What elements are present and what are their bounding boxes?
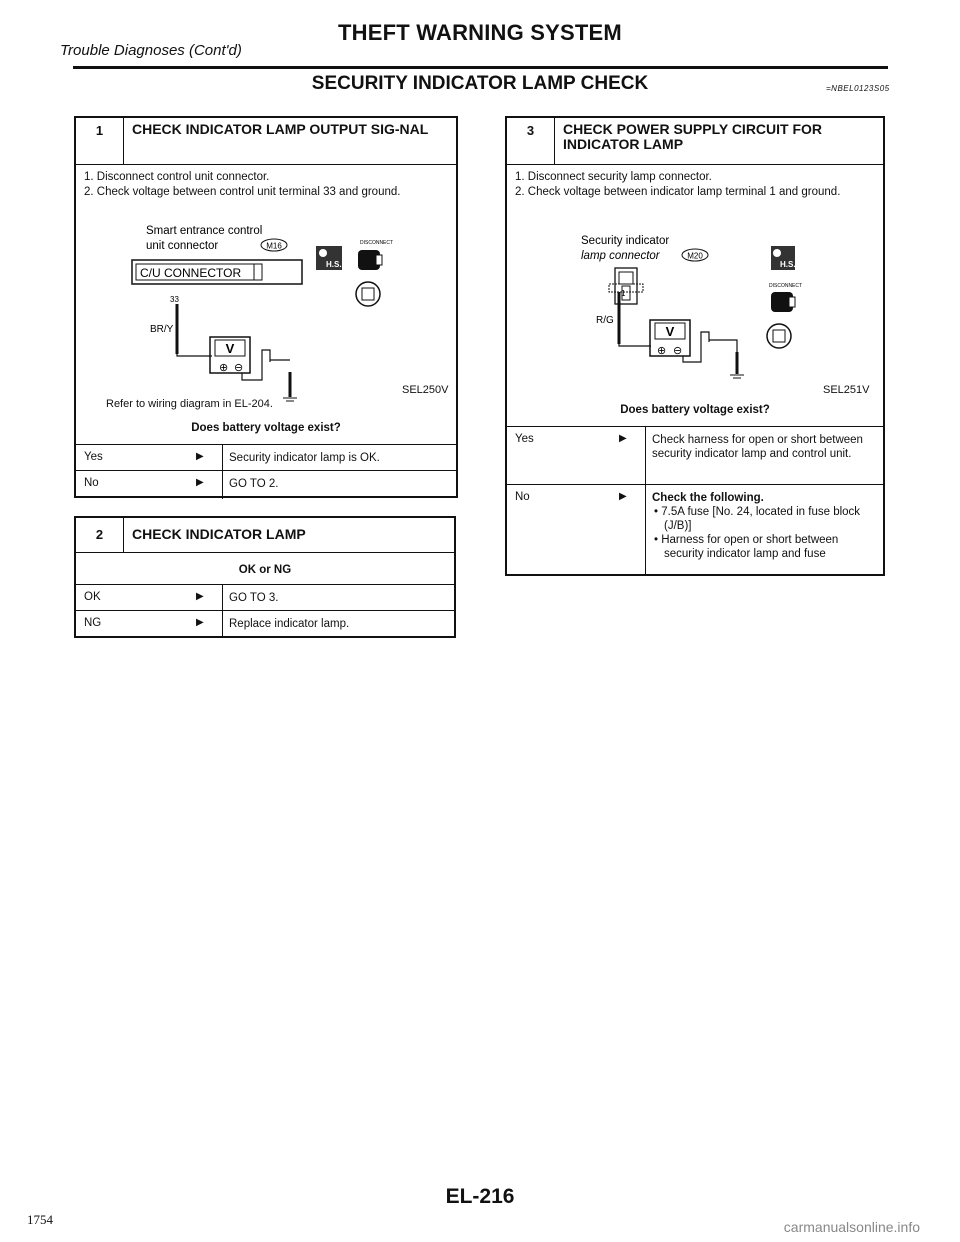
check-item-text: Harness for open or short between security indicator lamp and fuse bbox=[661, 534, 839, 560]
question: Does battery voltage exist? bbox=[191, 422, 341, 434]
instruction-item: 1. Disconnect control unit connector. bbox=[84, 171, 270, 183]
svg-text:⊖: ⊖ bbox=[234, 362, 244, 374]
hs-icon: H.S. bbox=[780, 260, 796, 269]
section-title: Trouble Diagnoses (Cont'd) bbox=[60, 42, 242, 59]
step-1-box bbox=[74, 116, 458, 498]
result-row bbox=[76, 610, 454, 637]
step-2-box bbox=[74, 516, 456, 638]
step-2-header bbox=[76, 518, 454, 553]
instruction-item: 2. Check voltage between indicator lamp terminal 1 and ground. bbox=[515, 186, 841, 198]
connector-label: Smart entrance control bbox=[146, 225, 263, 237]
connector-label: lamp connector bbox=[581, 250, 660, 262]
result-key: NG bbox=[84, 617, 102, 629]
arrow-icon: ▶ bbox=[196, 591, 204, 602]
result-row bbox=[507, 484, 883, 575]
wire-color-label: BR/Y bbox=[150, 324, 174, 335]
connector-label: unit connector bbox=[146, 240, 219, 252]
wire-color-label: R/G bbox=[596, 315, 614, 326]
result-row bbox=[507, 426, 883, 485]
result-key: Yes bbox=[515, 433, 534, 445]
watermark: carmanualsonline.info bbox=[783, 1219, 920, 1235]
result-key: OK bbox=[84, 591, 101, 603]
step-3-box bbox=[505, 116, 885, 576]
question: OK or NG bbox=[238, 564, 292, 576]
terminal-number: 1 bbox=[621, 289, 626, 298]
step-number: 3 bbox=[507, 118, 555, 164]
disconnect-label: DISCONNECT bbox=[360, 240, 394, 246]
result-value: Replace indicator lamp. bbox=[222, 611, 454, 637]
result-value: Security indicator lamp is OK. bbox=[222, 445, 456, 471]
step-number: 2 bbox=[76, 518, 124, 552]
arrow-icon: ▶ bbox=[619, 433, 627, 444]
check-item: • 7.5A fuse [No. 24, located in fuse block (J/B)] bbox=[654, 506, 861, 532]
result-value bbox=[645, 485, 883, 575]
result-key: No bbox=[84, 477, 99, 489]
instruction-item: 2. Check voltage between control unit terminal 33 and ground. bbox=[84, 186, 401, 198]
svg-text:⊖: ⊖ bbox=[673, 345, 683, 357]
instruction-item: 1. Disconnect security lamp connector. bbox=[515, 171, 712, 183]
result-value: GO TO 3. bbox=[222, 585, 454, 611]
arrow-icon: ▶ bbox=[196, 451, 204, 462]
question: Does battery voltage exist? bbox=[620, 404, 770, 416]
result-row bbox=[76, 470, 456, 499]
connector-label: Security indicator bbox=[581, 235, 670, 247]
ignition-off-icon bbox=[767, 324, 791, 348]
disconnect-connector-icon bbox=[358, 250, 382, 270]
disconnect-label: DISCONNECT bbox=[769, 283, 803, 289]
step-title: CHECK INDICATOR LAMP bbox=[132, 526, 306, 542]
arrow-icon: ▶ bbox=[196, 477, 204, 488]
header-rule bbox=[73, 66, 888, 69]
page-code: EL-216 bbox=[445, 1185, 515, 1208]
reference-code: =NBEL0123S05 bbox=[826, 84, 890, 93]
result-key: Yes bbox=[84, 451, 103, 463]
figure-reference: SEL250V bbox=[402, 384, 449, 396]
lamp-connector-icon bbox=[609, 268, 643, 304]
svg-text:⊕: ⊕ bbox=[657, 345, 667, 357]
arrow-icon: ▶ bbox=[196, 617, 204, 628]
result-row bbox=[76, 584, 454, 611]
instructions-list bbox=[515, 170, 873, 200]
cu-connector-label: C/U CONNECTOR bbox=[140, 266, 242, 280]
wiring-figure bbox=[76, 222, 456, 402]
ignition-off-icon bbox=[356, 282, 380, 306]
check-item-text: 7.5A fuse [No. 24, located in fuse block (J/B)] bbox=[661, 506, 861, 532]
page-number: 1754 bbox=[27, 1212, 53, 1227]
arrow-icon: ▶ bbox=[619, 491, 627, 502]
step-1-header bbox=[76, 118, 456, 165]
voltmeter-label: V bbox=[665, 324, 675, 339]
wiring-reference: Refer to wiring diagram in EL-204. bbox=[106, 398, 273, 410]
step-title: CHECK INDICATOR LAMP OUTPUT SIG-NAL bbox=[132, 121, 429, 137]
result-key: No bbox=[515, 491, 530, 503]
hs-icon: H.S. bbox=[326, 260, 342, 269]
result-row bbox=[76, 444, 456, 471]
result-value: GO TO 2. bbox=[222, 471, 456, 499]
disconnect-connector-icon bbox=[771, 292, 795, 312]
result-value: Check harness for open or short between security indicator lamp and control unit. bbox=[645, 427, 883, 485]
check-item: • Harness for open or short between security indicator lamp and fuse bbox=[654, 534, 839, 560]
figure-reference: SEL251V bbox=[823, 384, 870, 396]
page-title: THEFT WARNING SYSTEM bbox=[338, 20, 622, 45]
voltmeter-label: V bbox=[225, 341, 235, 356]
check-heading: Check the following. bbox=[652, 492, 764, 504]
connector-id: M16 bbox=[266, 241, 282, 251]
step-number: 1 bbox=[76, 118, 124, 164]
connector-id: M20 bbox=[687, 251, 703, 261]
step-3-header bbox=[507, 118, 883, 165]
wiring-figure bbox=[507, 232, 883, 382]
svg-text:⊕: ⊕ bbox=[219, 362, 229, 374]
terminal-number: 33 bbox=[170, 295, 179, 304]
instructions-list bbox=[84, 170, 446, 200]
step-title: CHECK POWER SUPPLY CIRCUIT FOR INDICATOR LAMP bbox=[563, 121, 823, 152]
check-list bbox=[652, 505, 875, 561]
page-subtitle: SECURITY INDICATOR LAMP CHECK bbox=[311, 73, 649, 94]
